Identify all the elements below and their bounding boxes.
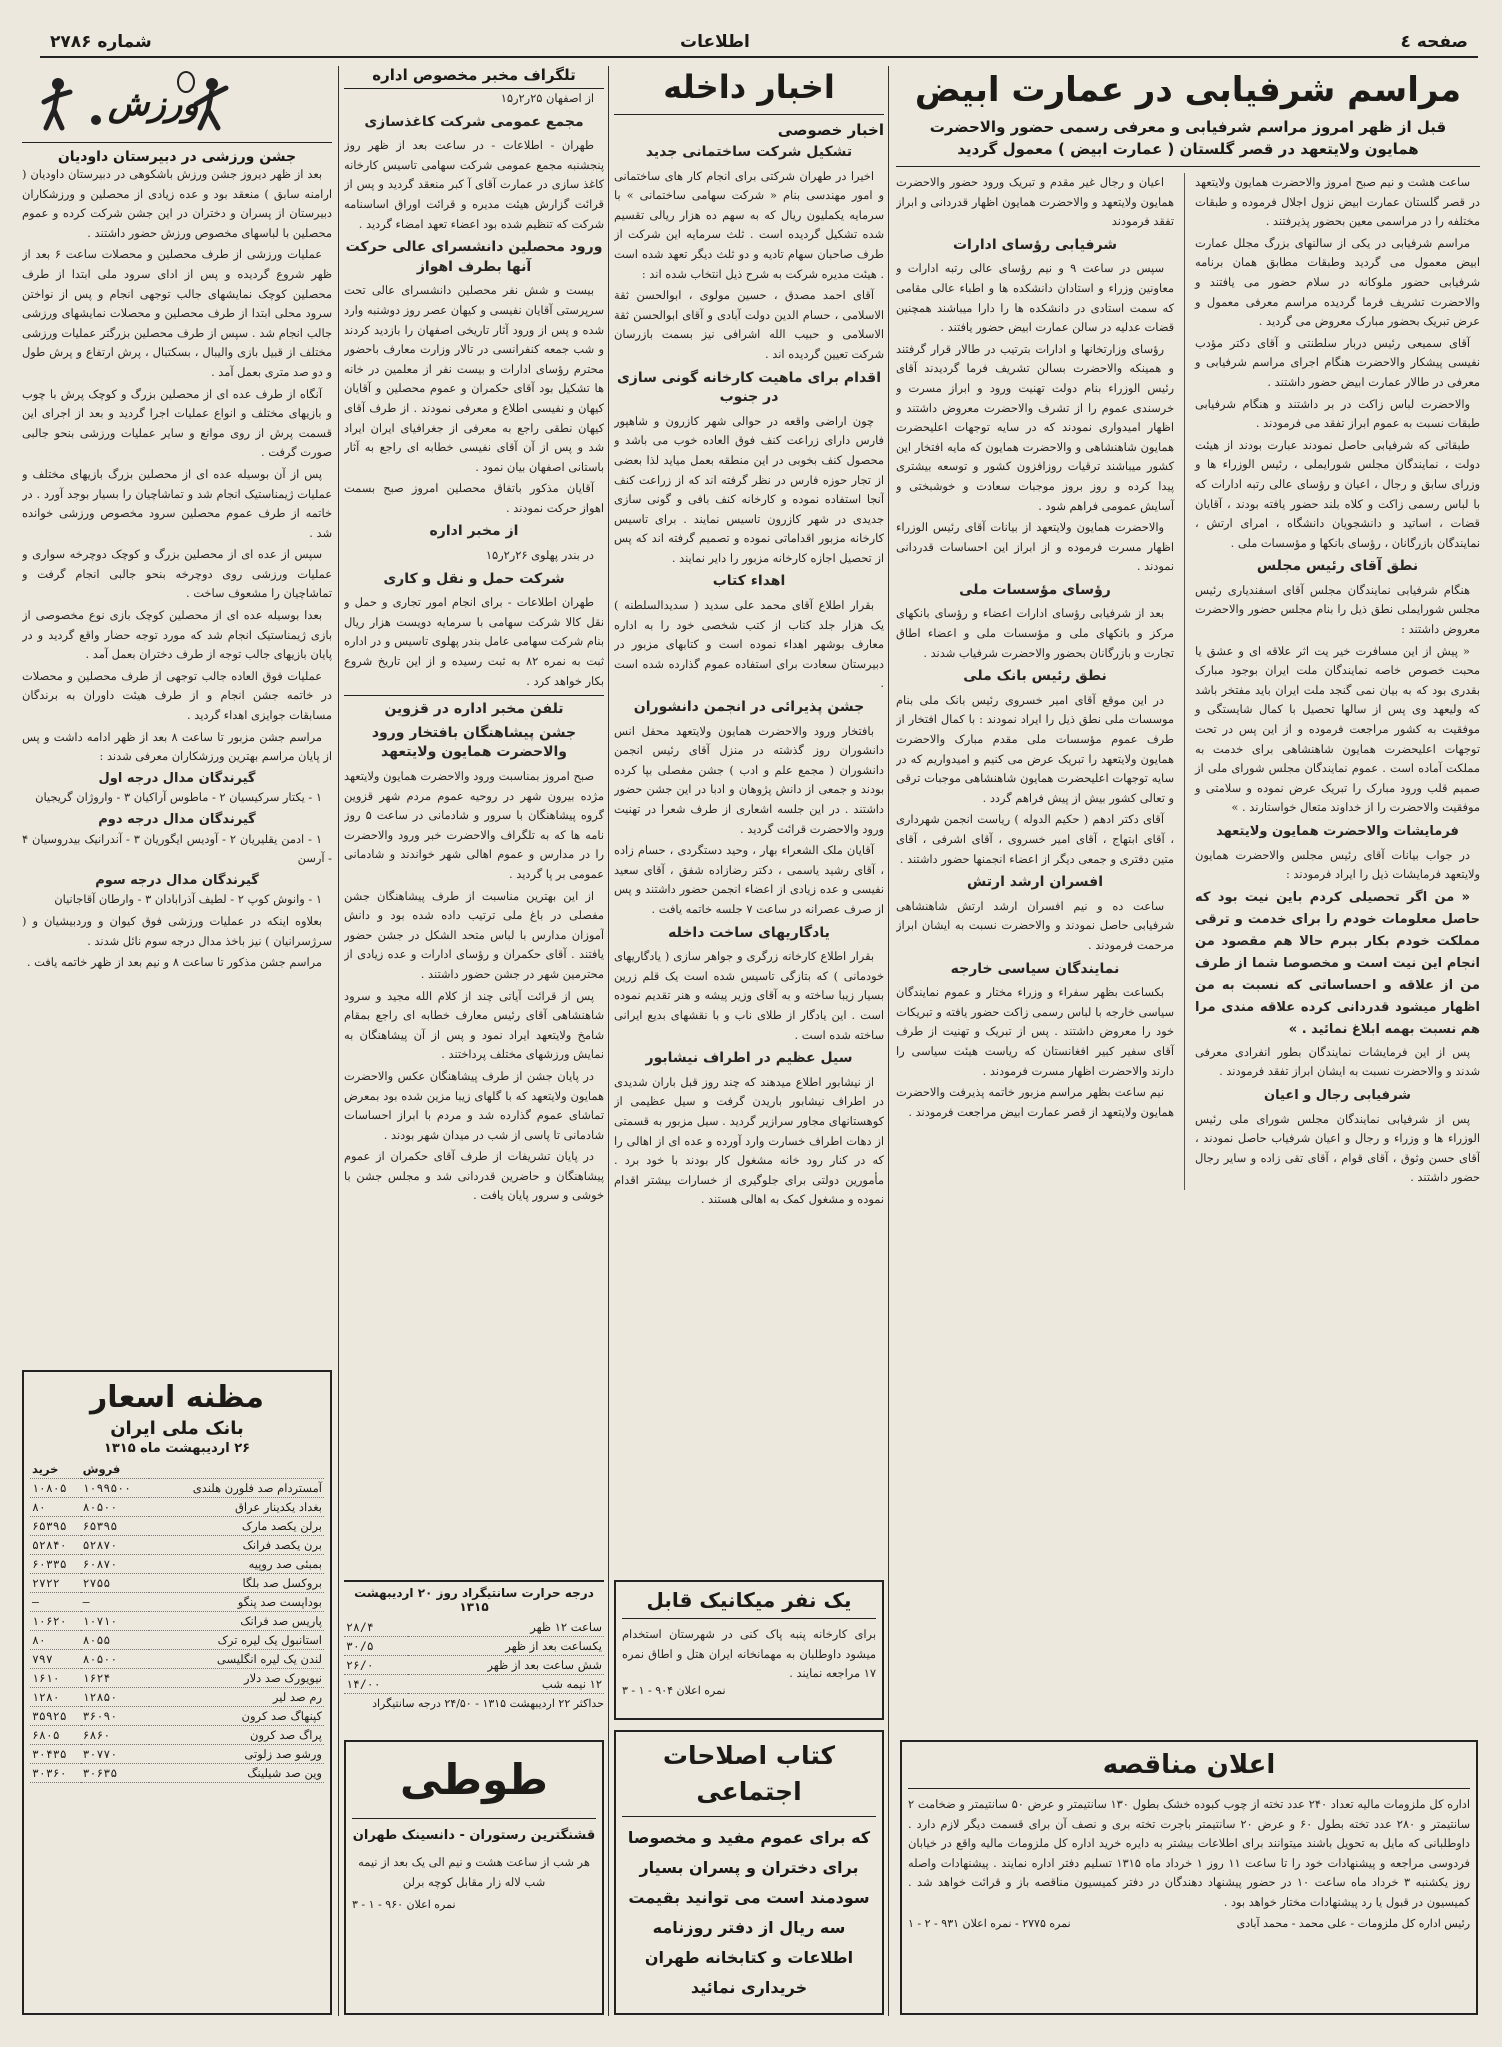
ceremony-col-b: اعیان و رجال غیر مقدم و تبریک ورود حضور والاحضرت همایون ولایتعهد و والاحضرت همایون اظهار قدردانی و ابراز تفقد فرمودند شرفیابی رؤسای ادارات سپس در ساعت ۹ و نیم رؤسای عالی رتبه ادارات و معاونین وزراء و استادان دانشکده ها و اطباء عالی مقامی که سمت استادی در دانشکده ها را دارا میباشند همچنین قضات عدلیه در سالن عمارت ابیض حضور یافتند . رؤسای وزارتخانها و ادارات بترتیب در طالار قرار گرفتند و همینکه والاحضرت بسالن تشریف فرما گردیدند آقای رئیس الوزراء بنام دولت تهنیت ورود و ابراز مسرت و خرسندی عموم را از تشرف والاحضرت معروض داشتند و اظهار امیدواری نمودند که در سایه توجهات اعلیحضرت همایون شاهنشاهی و والاحضرت همایون که مایه افتخار این کشور میباشند ترقیات روزافزون کشور و توسعه بیشتری پیدا کرده و روز بروز موجبات سعادت و خوشبختی و آسایش عمومی فراهم شود . والاحضرت همایون ولایتعهد از بیانات آقای رئیس الوزراء اظهار مسرت فرموده و از ابراز این احساسات قدردانی نمودند . رؤسای مؤسسات ملی بعد از شرفیابی رؤسای ادارات اعضاء و رؤسای بانکهای مرکز و بانکهای ملی و مؤسسات ملی و اعضاء اطاق تجارت و بازرگانان بحضور والاحضرت شرفیاب شدند . نطق رئیس بانک ملی در این موقع آقای امیر خسروی رئیس بانک ملی بنام موسسات ملی نطق ذیل را ایراد نمودند : با کمال افتخار از طرف عموم مؤسسات ملی مقدم مبارک والاحضرت همایون ولایتعهد را تبریک عرض می کنیم و امیدواریم که در سایه توجهات اعلیحضرت همایون شاهنشاهی موجبات ترقی و تعالی کشور بیش از پیش فراهم گردد . آقای دکتر ادهم ( حکیم الدوله ) ریاست انجمن شهرداری ، آقای ابتهاج ، آقای امیر خسروی ، آقای اشرفی ، آقای متین دفتری و جمعی دیگر از اعضاء انجمنها حضور داشتند . افسران ارشد ارتش ساعت ده و نیم افسران ارشد ارتش شاهنشاهی شرفیابی حاصل نمودند و والاحضرت نسبت به ایشان ابراز مرحمت فرمودند . نمایندگان سیاسی خارجه بکساعت بظهر سفراء و وزراء مختار و عموم نمایندگان سیاسی خارجه با لباس رسمی زاکت حضور یافته و تبریکات خود را معروض داشتند . پس از تبریک و تهنیت از طرف آقای سفیر کبیر افغانستان که ریاست هیئت سیاسی را دارند والاحضرت اظهار مسرت فرمودند . نیم ساعت بظهر مراسم مزبور خاتمه پذیرفت والاحضرت همایون ولایتعهد از قصر عمارت ابیض مراجعت فرمودند . <box>896 175 1175 1119</box>
bank-speech-heading: نطق رئیس بانک ملی <box>963 668 1107 685</box>
tender-ad-number: نمره ۲۷۷۵ - نمره اعلان ۹۳۱ - ۲ - ۱ <box>908 1916 1071 1930</box>
restaurant-ad: طوطی قشنگترین رستوران - دانسینک طهران هر شب از ساعت هشت و نیم الی یک بعد از نیمه شب لاله زار مقابل کوچه برلن نمره اعلان ۹۶۰ - ۱ - ۳ <box>344 1740 604 2015</box>
book-ad <box>614 1730 884 2015</box>
table-row: برن یکصد فرانک ۵۲۸۷۰ ۵۲۸۴۰ <box>30 1536 324 1555</box>
rates-bank: بانک ملی ایران <box>110 1418 244 1439</box>
domestic-news-section: اخبار داخله اخبار خصوصی تشکیل شرکت ساختمانی جدید اخیرا در طهران شرکتی برای انجام کار های ساختمانی و امور مهندسی بنام « شرکت سهامی ساختمانی » با سرمایه یکملیون ریال که به سهم ده هزار ریالی تقسیم شده تشکیل گردیده است . ثلث سرمایه این شرکت از طرف صاحبان سهام تادیه و دو ثلث دیگر تعهد شده است . هیئت مدیره شرکت به شرح ذیل انتخاب شده اند : آقای احمد مصدق ، حسین مولوی ، ابوالحسن ثقة الاسلامی ، حسام الدین دولت آبادی و آقای ابوالحسن ثقة الاسلامی و حبیب الله اشرافی نیز بسمت بازرسان شرکت تعیین گردیده اند . اقدام برای ماهیت کارخانه گونی سازی در جنوب چون اراضی واقعه در حوالی شهر کازرون و شاهپور فارس دارای زراعت کنف فوق العاده خوب می باشد و محصول کنف بخوبی در این منطقه بعمل میاید لذا بعضی از تجار حوزه فارس در نظر گرفته اند که از زراعت کنف آنجا استفاده نموده و کارخانه کنف بافی و گونی سازی جدیدی در شهر کازرون تاسیس نمایند . برای تاسیس کارخانه مزبور اقداماتی نموده و تصمیم گرفته اند که پس از تحصیل اجازه کارخانه مزبور را دایر نمایند . اهداء کتاب بقرار اطلاع آقای محمد علی سدید ( سدیدالسلطنه ) یک هزار جلد کتاب از کتب شخصی خود را به اداره معارف بوشهر اهداء نموده است و کتابهای مزبور در دبیرستان سعادت برای استفاده عموم گذارده شده است . جشن پذیرائی در انجمن دانشوران بافتخار ورود والاحضرت همایون ولایتعهد محفل انس دانشوران روز گذشته در منزل آقای رئیس انجمن دانشوران ( مجمع علم و ادب ) جشن مفصلی بپا کرده بودند و جمعی از دانش پژوهان و ادبا در این جشن حضور داشتند . در این جلسه اشعاری از طرف شعرا در تهنیت ورود والاحضرت قرائت گردید . آقایان ملک الشعراء بهار ، وحید دستگردی ، حسام زاده ، آقای رشید یاسمی ، دکتر رضازاده شفق ، آقای سعید نفیسی و عده زیادی از اعضاء انجمن حضور داشتند و پس از صرف عصرانه در ساعت ۷ جلسه خاتمه یافت . یادگاریهای ساخت داخله بقرار اطلاع کارخانه زرگری و جواهر سازی ( یادگاریهای خودمانی ) که بتازگی تاسیس شده است یک قلم زرین بسیار زیبا ساخته و به آقای وزیر پیشه و هنر تقدیم نموده است . این یادگار از طلای ناب و با نقشهای بدیع ایرانی ساخته شده است . سیل عظیم در اطراف نیشابور از نیشابور اطلاع میدهند که چند روز قبل باران شدیدی در اطراف نیشابور باریدن گرفت و سیل عظیمی از کوهستانهای مجاور سرازیر گردید . سیل مزبور به قسمتی از دهات اطراف خسارت وارد آورده و عده ای از اهالی را که در کنار رود خانه مشغول کار بودند با خود برد . مأمورین دولتی برای جلوگیری از خسارات بیشتر اقدام نموده و مشغول کمک به اهالی هستند . <box>614 68 884 1207</box>
table-row: وین صد شیلینگ ۳۰۶۳۵ ۳۰۳۶۰ <box>30 1764 324 1783</box>
rates-table: فروش خرید آمستردام صد فلورن هلندی ۱۰۹۹۵۰۰ ۱۰۸۰۵ بغداد یکدینار عراق ۸۰۵۰۰ ۸۰ برلن یکصد مارک ۶۵۳۹۵ ۶۵۳۹۵ برن یکصد فرانک ۵۲۸۷۰ ۵۲۸۴۰ بمبئی صد روپیه ۶۰۸۷۰ ۶۰۳۳۵ بروکسل صد بلگا ۲۷۵۵ ۲۷۲۲ بوداپست صد پنگو — — پاریس صد فرانک ۱۰۷۱۰ ۱۰۶۲۰ استانبول یک لیره ترک ۸۰۵۵ ۸۰ لندن یک لیره انگلیسی ۸۰۵۰۰ ۷۹۷ نیویورک صد دلار ۱۶۲۴ ۱۶۱۰ رم صد لیر ۱۲۸۵۰ ۱۲۸۰ کپنهاگ صد کرون ۳۶۰۹۰ ۳۵۹۲۵ پراگ صد کرون ۶۸۶۰ ۶۸۰۵ ورشو صد زلوتی ۳۰۷۷۰ ۳۰۴۳۵ وین صد شیلینگ ۳۰۶۳۵ ۳۰۳۶۰ <box>30 1460 324 1783</box>
table-row: کپنهاگ صد کرون ۳۶۰۹۰ ۳۵۹۲۵ <box>30 1707 324 1726</box>
table-row: رم صد لیر ۱۲۸۵۰ ۱۲۸۰ <box>30 1688 324 1707</box>
table-row: استانبول یک لیره ترک ۸۰۵۵ ۸۰ <box>30 1631 324 1650</box>
book-gift-heading: اهداء کتاب <box>712 573 786 590</box>
page-header <box>40 28 1478 58</box>
table-row: بمبئی صد روپیه ۶۰۸۷۰ ۶۰۳۳۵ <box>30 1555 324 1574</box>
column-divider <box>888 66 889 2016</box>
tender-notice <box>900 1740 1478 2015</box>
book-ad-body: که برای عموم مفید و مخصوصا برای دختران و پسران بسیار سودمند است می توانید بقیمت سه ریال از دفتر روزنامه اطلاعات و کتابخانه طهران خریداری نمائید <box>627 1828 871 1997</box>
factory-heading: اقدام برای ماهیت کارخانه گونی سازی در جنوب <box>616 369 882 406</box>
book-ad-title: کتاب اصلاحات اجتماعی <box>662 1741 836 1806</box>
table-row: ورشو صد زلوتی ۳۰۷۷۰ ۳۰۴۳۵ <box>30 1745 324 1764</box>
ceremony-section <box>896 66 1480 2016</box>
response-quote: « من اگر تحصیلی کردم باین نیت بود که حاصل معلومات خودم را برای خدمت و ترقی مملکت خودم بکار ببرم حالا هم مقصود من انجام این نیت است و مخصوصا شما از طرف من از علاقه و احساساتی که نسبت به من اظهار میشود قدردانی کرده علاقه مندی مرا هم نسبت بهمه ابلاغ نمائید . » <box>1195 889 1480 1037</box>
table-row: ۱۲ نیمه شب ۱۴/۰۰ <box>344 1675 604 1694</box>
school-festival-heading: جشن ورزشی در دبیرستان داودیان <box>57 149 297 165</box>
souvenir-heading: یادگاریهای ساخت داخله <box>668 924 830 941</box>
mechanic-ad: یک نفر میکانیک قابل برای کارخانه پنبه پاک کنی در شهرستان استخدام میشود داوطلبان به مهمانخانه ایران هتل و اطاق نمره ۱۷ مراجعه نمایند . نمره اعلان ۹۰۴ - ۱ - ۳ <box>614 1580 884 1720</box>
ceremony-col-a: ساعت هشت و نیم صبح امروز والاحضرت همایون ولایتعهد در قصر گلستان عمارت ابیض نزول اجلال فرموده و طبقات مختلفه را در مراسمی معین بحضور پذیرفتند . مراسم شرفیابی در یکی از سالنهای بزرگ مجلل عمارت ابیض معمول می گردید وطبقات مطابق همان برنامه شرفیابی حضور ملوکانه در سلام حضور می یافتند و والاحضرت تشریف فرما گردیده مراسم معرفی معمول و عرض تبریک بحضور مبارک معروض می گردید . آقای سمیعی رئیس دربار سلطنتی و آقای دکتر مؤدب نفیسی پیشکار والاحضرت هنگام اجرای مراسم شرفیابی و معرفی در طالار عمارت ابیض حضور داشتند . والاحضرت لباس زاکت در بر داشتند و هنگام شرفیابی طبقات نسبت به عموم ابراز تفقد می فرمودند . طبقاتی که شرفیابی حاصل نمودند عبارت بودند از هیئت دولت ، نمایندگان مجلس شورایملی ، رئیس الوزراء ها و وزرای سابق و رجال ، اعیان و رؤسای عالی رتبه ادارات که با لباس رسمی زاکت و کلاه بلند حضور یافته بودند ، آقایان قضات ، اساتید و دانشجویان دانشگاه ، امرای ارتش ، نمایندگان بازرگانان ، رؤسای بانکها و مؤسسات ملی . نطق آقای رئیس مجلس هنگام شرفیابی نمایندگان مجلس آقای اسفندیاری رئیس مجلس شورایملی نطق ذیل را بنام مجلس حضور والاحضرت معروض داشتند : « پیش از این مسافرت خیر یت اثر علاقه ای و عشق یا محبت خصوص خاصه نمایندگان ملت ایران بوجود مبارک بقدری بود که به بیان نمی گنجد ملت ایران باید مفتخر باشد که ولیعهد وی پس از سالها تحصیل با کمال شایستگی و موفقیت به کشور مراجعت فرموده و از این پس در تحت توجهات اعلیحضرت همایون شاهنشاهی برای خدمت به مملکت آماده است . عموم نمایندگان مجلس شورای ملی از صمیم قلب ورود مبارک را تبریک عرض نموده و سلامتی و موفقیت والاحضرت را از خداوند متعال خواستارند . » فرمایشات والاحضرت همایون ولایتعهد در جواب بیانات آقای رئیس مجلس والاحضرت همایون ولایتعهد فرمایشات ذیل را ایراد فرمودند : « من اگر تحصیلی کردم باین نیت بود که حاصل معلومات خودم را برای خدمت و ترقی مملکت خودم بکار ببرم حالا هم مقصود من انجام این نیت است و مخصوصا شما از طرف من از علاقه و احساساتی که نسبت به من اظهار میشود قدردانی کرده علاقه مندی مرا هم نسبت بهمه ابلاغ نمائید . » پس از این فرمایشات نمایندگان بطور انفرادی معرفی شدند و والاحضرت نسبت به ایشان ابراز تفقد فرمودند . شرفیابی رجال و اعیان پس از شرفیابی نمایندگان مجلس شورای ملی رئیس الوزراء ها و وزراء و رجال و اعیان شرفیاب حاصل نمودند ، آقای حسن وثوق ، آقای قوام ، آقای تقی زاده و سایر رجال حضور داشتند . <box>1195 175 1480 1185</box>
table-row: یکساعت بعد از ظهر ۳۰/۵ <box>344 1637 604 1656</box>
table-row: پاریس صد فرانک ۱۰۷۱۰ ۱۰۶۲۰ <box>30 1612 324 1631</box>
notables-heading: شرفیابی رجال و اعیان <box>1264 1087 1411 1103</box>
envoys-heading: نمایندگان سیاسی خارجه <box>950 960 1120 977</box>
sports-section: ورزش جشن ورزشی در دبیرستان داودیان بعد از ظهر دیروز جشن ورزش باشکوهی در دبیرستان داودیان ( ارامنه سابق ) منعقد بود و عده زیادی از محصلین و ورزشکاران دبیرستان از پسران و دختران در این جشن شرکت کرده و عموم محصلین با لباسهای مخصوص ورزش حضور داشتند . عملیات ورزشی از طرف محصلین و محصلات ساعت ۶ بعد از ظهر شروع گردیده و پس از ادای سرود ملی ابتدا از طرف محصلین کوچک نمایشهای جالب توجهی انجام و پس از نواختن سرود محلی ابتدا از طرف محصلین و محصلات نمایشهای ورزشی جالب انجام شد . سپس از طرف محصلین بزرگتر عملیات ورزشی مختلف از قبیل بازی والیبال ، بسکتبال ، پرش ارتفاع و پرش طول و دو صد متری بعمل آمد . آنگاه از طرف عده ای از محصلین بزرگ و کوچک پرش با چوب و بازیهای مختلف و انواع عملیات اجرا گردید و بعد از اجرای این قسمت پرش از روی موانع و سایر عملیات ورزشی بنحو جالبی صورت گرفت . پس از آن بوسیله عده ای از محصلین بزرگ بازیهای مختلف و عملیات ژیمناستیک انجام شد و تماشاچیان را بسیار بوجد آورد . در خاتمه از طرف عموم محصلین سرود مخصوص ورزشی خوانده شد . سپس از عده ای از محصلین بزرگ و کوچک دوچرخه سواری و عملیات ورزشی روی دوچرخه بنحو جالبی انجام گرفت و تماشاچیان را مشعوف ساخت . بعدا بوسیله عده ای از محصلین کوچک بازی نوع مخصوصی از بازی ژیمناستیک انجام شد که مورد توجه حضار واقع گردید و در پایان بازیهای جالب توجه از طرف دختران بعمل آمد . عملیات فوق العاده جالب توجهی از طرف محصلین و محصلات در خاتمه جشن انجام و از طرف هیئت داوران به برندگان مسابقات جوایزی اهداء گردید . مراسم جشن مزبور تا ساعت ۸ بعد از ظهر ادامه داشت و پس از پایان مراسم بهترین ورزشکاران معرفی شدند : گیرندگان مدال درجه اول ۱ - یکتار سرکیسیان ۲ - ماطوس آراکیان ۳ - واروژان گریجیان گیرندگان مدال درجه دوم ۱ - ادمن یقلیریان ۲ - آودیس ایگوریان ۳ - آندرانیک بیدروسیان ۴ - آرسن گیرندگان مدال درجه سوم ۱ - وانوش کوپ ۲ - لطیف آذرابادان ۳ - وارطان آقاجانیان بعلاوه اینکه در عملیات ورزشی فوق کیوان و وردبیشیان و ( سرژسرانیان ) نیز باخذ مدال درجه سوم نائل شدند . مراسم جشن مذکور تا ساعت ۸ و نیم بعد از ظهر خاتمه یافت . <box>22 66 332 1356</box>
temperature-title: درجه حرارت سانتیگراد روز ۲۰ اردیبهشت ۱۳۱۵ <box>354 1586 594 1614</box>
rates-title: مظنه اسعار <box>90 1380 264 1415</box>
page-number: صفحه ٤ <box>1400 32 1468 52</box>
temperature-table <box>344 1618 604 1694</box>
table-row: ساعت ۱۲ ظهر ۲۸/۴ <box>344 1618 604 1637</box>
flood-heading: سیل عظیم در اطراف نیشابور <box>645 1050 853 1067</box>
telegraph-section: تلگراف مخبر مخصوص اداره از اصفهان ۲۵ر۲ر۱۵ مجمع عمومی شرکت کاغذسازی طهران - اطلاعات - در ساعت بعد از ظهر روز پنجشنبه مجمع عمومی شرکت سهامی تاسیس کارخانه کاغذ سازی در عمارت آقای آ کبر منعقد گردید و پس از قرائت گزارش هیئت مدیره و قرائت اوراق اساسنامه شرکت که تنظیم شده بود اعضاء تعهد امضاء گردید . ورود محصلین دانشسرای عالی حرکت آنها بطرف اهواز بیست و شش نفر محصلین دانشسرای عالی تحت سرپرستی آقایان نفیسی و کیهان عصر روز دوشنبه وارد شده و پس از ورود آثار تاریخی اصفهان را بازدید کردند و شب جمعه کنفرانسی در تالار وزارت معارف باحضور محترم رؤسای ادارات و بیست نفر از معلمین در خانه ها تشکیل بود آقای حکمران و عموم محصلین و آقایان کیهان و نفیسی اطلاع و معرفی نمودند . از طرف آقای کیهان نطقی راجع به معرفی از جغرافیای ایران ایراد شد و پس از آن آقای نفیسی خطابه ای راجع به آثار باستانی اصفهان بیان نمود . آقایان مذکور باتفاق محصلین امروز صبح بسمت اهواز حرکت نمودند . از مخبر اداره در بندر پهلوی ۲۶ر۲ر۱۵ شرکت حمل و نقل و کاری طهران اطلاعات - برای انجام امور تجاری و حمل و نقل کالا شرکت سهامی با سرمایه دویست هزار ریال بنام شرکت سهامی عامل بندر پهلوی تاسیس و در اداره ثبت به نمره ۸۲ به ثبت رسیده و از این تاریخ شروع بکار خواهد کرد . تلفن مخبر اداره در قزوین جشن پیشاهنگان بافتخار ورود والاحضرت همایون ولایتعهد صبح امروز بمناسبت ورود والاحضرت همایون ولایتعهد مژده بیرون شهر در روحیه عموم مردم شهر قزوین گروه پیشاهنگان با سرور و شادمانی در ساعت ۵ روز نامه ها که به تلگراف والاحضرت خبر ورود والاحضرت را در مدارس و عموم اهالی شهر خواندند و شادمانی عمومی بر پا گردید . از این بهترین مناسبت از طرف پیشاهنگان جشن مفصلی در باغ ملی ترتیب داده شده بود و دانش آموزان مدارس با لباس متحد الشکل در جشن حضور یافتند . آقای حکمران و رؤسای ادارات و عده زیادی از محترمین شهر در جشن حضور داشتند . پس از قرائت آیاتی چند از کلام الله مجید و سرود شاهنشاهی آقای رئیس معارف خطابه ای راجع بمقام شامخ ولایتعهد ایراد نمود و پس از آن پیشاهنگان به نمایش ورزشهای مختلف پرداختند . در پایان جشن از طرف پیشاهنگان عکس والاحضرت همایون ولایتعهد که با گلهای زیبا مزین شده بود بمعرض تماشای عموم گذارده شد و مردم با ابراز احساسات شادمانی تا پاسی از شب در میدان شهر بودند . در پایان تشریفات از طرف آقای حکمران از عموم پیشاهنگان و حاضرین قدردانی شد و مجلس جشن با خوشی و سرور پایان یافت . <box>344 66 604 1203</box>
restaurant-ad-title: طوطی <box>400 1755 548 1804</box>
table-row: بروکسل صد بلگا ۲۷۵۵ ۲۷۲۲ <box>30 1574 324 1593</box>
rates-date: ۲۶ اردیبهشت ماه ۱۳۱۵ <box>103 1441 251 1456</box>
paper-company-heading: مجمع عمومی شرکت کاغذسازی <box>364 113 584 130</box>
table-row: شش ساعت بعد از ظهر ۲۶/۰ <box>344 1656 604 1675</box>
army-heading: افسران ارشد ارتش <box>966 874 1104 891</box>
table-row: لندن یک لیره انگلیسی ۸۰۵۰۰ ۷۹۷ <box>30 1650 324 1669</box>
tender-title: اعلان مناقصه <box>1102 1750 1276 1780</box>
issue-number: شماره ۲۷۸۶ <box>50 32 152 52</box>
qazvin-heading: تلفن مخبر اداره در قزوین <box>344 695 604 720</box>
column-divider <box>338 66 339 2016</box>
ceremony-headline: مراسم شرفیابی در عمارت ابیض <box>914 70 1462 110</box>
banks-heading: رؤسای مؤسسات ملی <box>959 581 1111 598</box>
scouts-heading: جشن پیشاهنگان بافتخار ورود والاحضرت همایون ولایتعهد <box>371 724 577 761</box>
table-row: بغداد یکدینار عراق ۸۰۵۰۰ ۸۰ <box>30 1498 324 1517</box>
exchange-rates-box <box>22 1370 332 2015</box>
response-heading: فرمایشات والاحضرت همایون ولایتعهد <box>1216 824 1459 839</box>
domestic-subhead: اخبار خصوصی <box>777 121 884 139</box>
sports-headline: ورزش <box>108 84 199 124</box>
heads-heading: شرفیابی رؤسای ادارات <box>952 236 1118 253</box>
table-row: بوداپست صد پنگو — — <box>30 1593 324 1612</box>
table-row: نیویورک صد دلار ۱۶۲۴ ۱۶۱۰ <box>30 1669 324 1688</box>
table-row: برلن یکصد مارک ۶۵۳۹۵ ۶۵۳۹۵ <box>30 1517 324 1536</box>
celebration-heading: جشن پذیرائی در انجمن دانشوران <box>633 699 865 716</box>
mechanic-ad-title: یک نفر میکانیک قابل <box>646 1588 852 1612</box>
tender-body: اداره کل ملزومات مالیه تعداد ۲۴۰ عدد تخته از چوب کبوده خشک بطول ۱۳۰ سانتیمتر و عرض ۵۰ سانتیمتر و ضخامت ۲ سانتیمتر و ۲۸۰ عدد تخته بطول ۶۰ و عرض ۲۰ سانتیمتر باجرت تخته بری و نصف آن برای قسمت دیگر لازم دارد . داوطلبانی که مایل به تحویل باشند میتوانند برای اطلاعات بیشتر به دایره خرید اداره کل ملزومات مالیه واقع در خیابان فردوسی مراجعه و پیشنهادات خود را تا ساعت ۱۱ روز ۱ خرداد ماه ۱۳۱۵ تسلیم دفتر اداره نمایند . پیشنهادات واصله روز یکشنبه ۳ خرداد ماه ساعت ۱۰ در حضور پیشنهاد دهندگان در دفتر کمیسیون مناقصه باز و قرائت خواهد شد . کمیسیون در قبول یا رد پیشنهادات مختار خواهد بود . <box>908 1797 1470 1909</box>
students-heading: ورود محصلین دانشسرای عالی حرکت آنها بطرف اهواز <box>345 239 603 275</box>
masthead-name: اطلاعات <box>680 32 750 52</box>
company-heading: تشکیل شرکت ساختمانی جدید <box>645 144 853 160</box>
ceremony-deck: قبل از ظهر امروز مراسم شرفیابی و معرفی رسمی حضور والاحضرت همایون ولایتعهد در قصر گلستان ( عمارت ابیض ) معمول گردید <box>929 118 1447 158</box>
transport-heading: شرکت حمل و نقل و کاری <box>383 570 565 587</box>
domestic-headline: اخبار داخله <box>663 68 835 106</box>
temperature-box: درجه حرارت سانتیگراد روز ۲۰ اردیبهشت ۱۳۱۵ ساعت ۱۲ ظهر ۲۸/۴ یکساعت بعد از ظهر ۳۰/۵ شش ساعت بعد از ظهر ۲۶/۰ ۱۲ نیمه شب ۱۴/۰۰ حداکثر ۲۲ اردیبهشت ۱۳۱۵ - ۲۴/۵۰ درجه سانتیگراد <box>344 1580 604 1730</box>
tender-signature: رئیس اداره کل ملزومات - علی محمد - محمد آبادی <box>1236 1916 1470 1930</box>
telegraph-title: تلگراف مخبر مخصوص اداره <box>344 66 604 89</box>
table-row: پراگ صد کرون ۶۸۶۰ ۶۸۰۵ <box>30 1726 324 1745</box>
table-row: آمستردام صد فلورن هلندی ۱۰۹۹۵۰۰ ۱۰۸۰۵ <box>30 1479 324 1498</box>
speaker-heading: نطق آقای رئیس مجلس <box>1256 558 1419 575</box>
column-divider <box>608 66 609 2016</box>
